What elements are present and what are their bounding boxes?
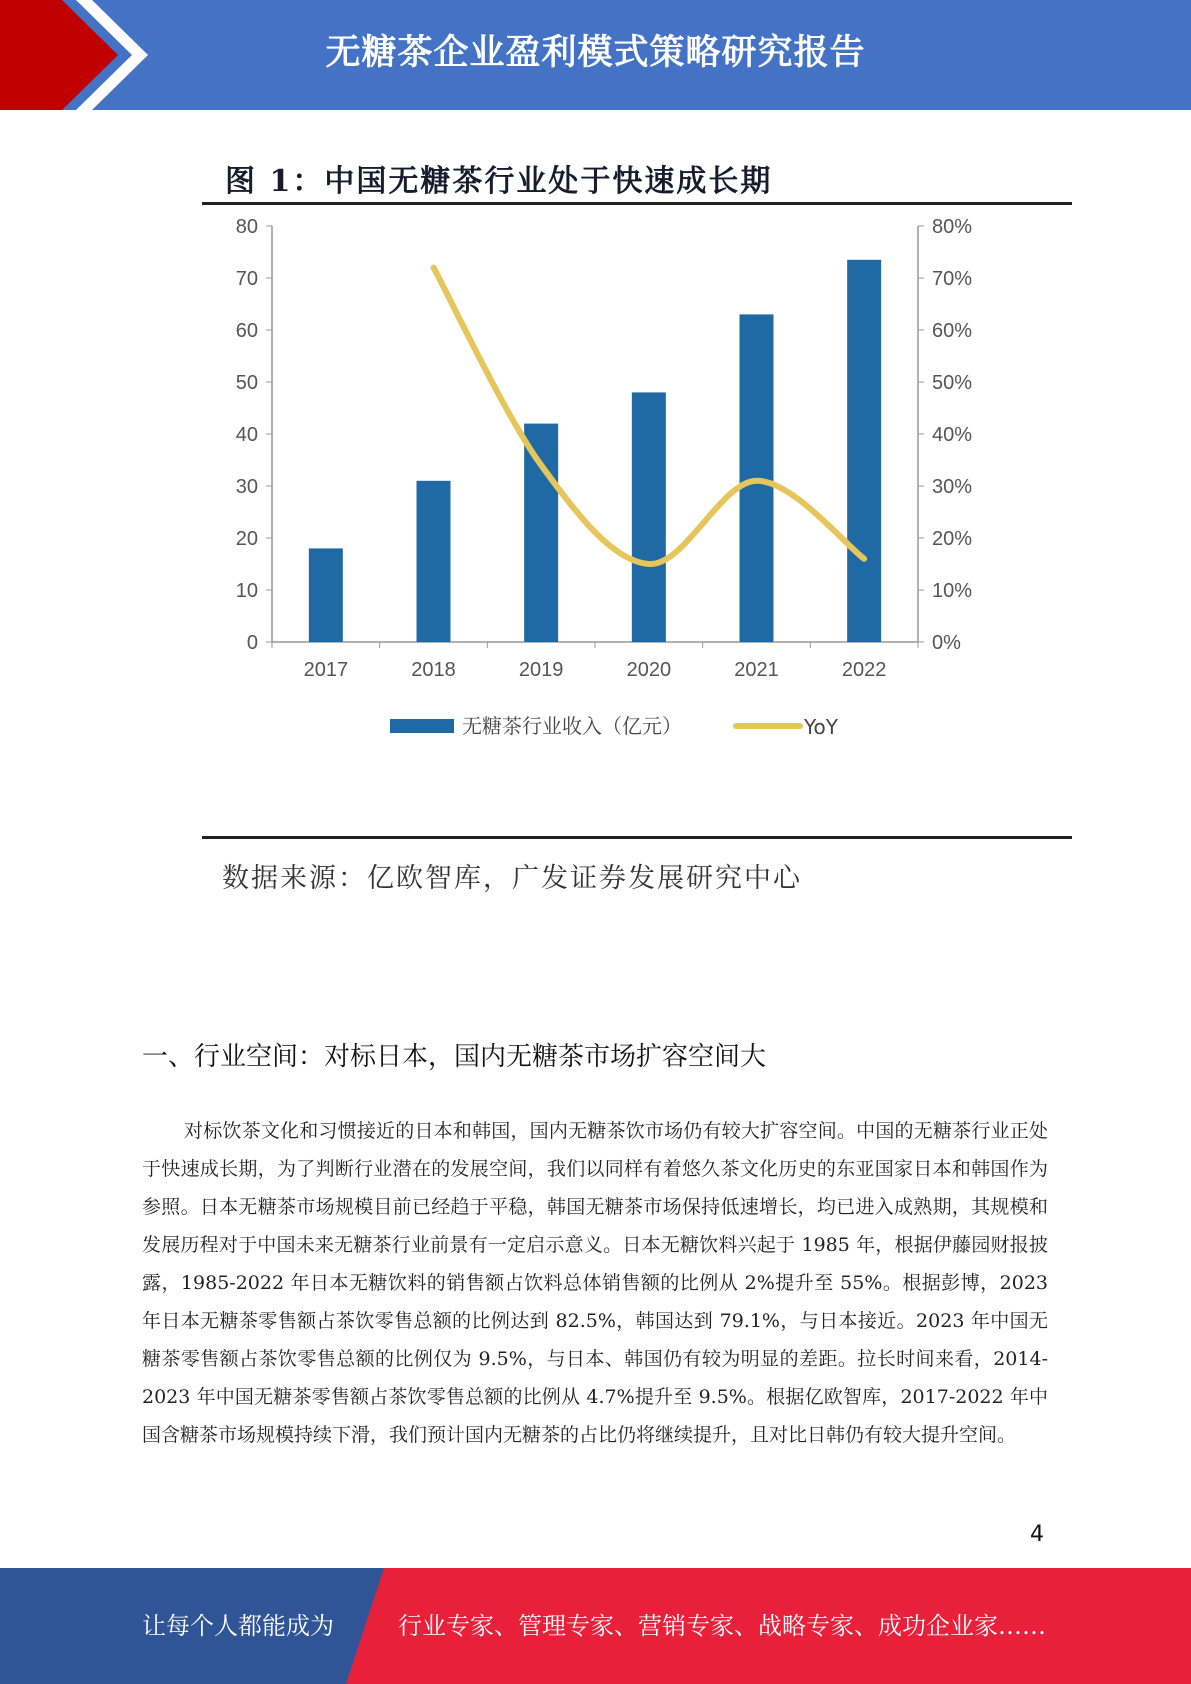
right-tick-label: 30%: [932, 476, 973, 498]
figure-top-rule: [202, 202, 1072, 205]
left-tick-label: 70: [235, 268, 258, 290]
page-footer: [0, 1568, 1191, 1684]
figure-bottom-rule: [202, 836, 1072, 839]
bar-2018: [417, 481, 451, 642]
bar-2020: [632, 392, 666, 642]
left-tick-label: 0: [246, 632, 258, 654]
revenue-yoy-chart: [190, 210, 1090, 830]
right-tick-label: 0%: [932, 632, 961, 654]
chart-bars: [309, 260, 881, 642]
right-tick-label: 40%: [932, 424, 973, 446]
chart-legend: [390, 714, 839, 739]
figure-source: 数据来源：亿欧智库，广发证券发展研究中心: [222, 863, 802, 894]
report-title: 无糖茶企业盈利模式策略研究报告: [325, 33, 866, 73]
x-tick-label: 2020: [626, 659, 672, 681]
right-tick-label: 20%: [932, 528, 973, 550]
right-tick-label: 50%: [932, 372, 973, 394]
left-tick-label: 40: [235, 424, 258, 446]
right-tick-label: 60%: [932, 320, 973, 342]
bar-2017: [309, 548, 343, 642]
legend-bar-label: 无糖茶行业收入（亿元）: [462, 714, 682, 738]
legend-line-label: YoY: [804, 715, 839, 739]
page-header: [0, 0, 1191, 110]
left-tick-label: 10: [235, 580, 258, 602]
section-heading: 一、行业空间：对标日本，国内无糖茶市场扩容空间大: [142, 1042, 767, 1072]
figure-1: [190, 150, 1090, 894]
x-tick-label: 2019: [518, 659, 564, 681]
x-tick-label: 2018: [411, 659, 456, 681]
x-tick-label: 2022: [841, 659, 887, 681]
left-tick-label: 60: [235, 320, 258, 342]
section-paragraph: 对标饮茶文化和习惯接近的日本和韩国，国内无糖茶饮市场仍有较大扩容空间。中国的无糖茶行业正处于快速成长期，为了判断行业潜在的发展空间，我们以同样有着悠久茶文化历史的东亚国家日本和韩国作为参照。日本无糖茶市场规模目前已经趋于平稳，韩国无糖茶市场保持低速增长，均已进入成熟期，其规模和发展历程对于中国未来无糖茶行业前景有一定启示意义。日本无糖饮料兴起于 1985 年，根据伊藤园财报披露，1985-2022 年日本无糖饮料的销售额占饮料总体销售额的比例从 2%提升至 55%。根据彭博，2023 年日本无糖茶零售额占茶饮零售总额的比例达到 82.5%，韩国达到 79.1%，与日本接近。2023 年中国无糖茶零售额占茶饮零售总额的比例仅为 9.5%，与日本、韩国仍有较为明显的差距。拉长时间来看，2014-2023 年中国无糖茶零售额占茶饮零售总额的比例从 4.7%提升至 9.5%。根据亿欧智库，2017-2022 年中国含糖茶市场规模持续下滑，我们预计国内无糖茶的占比仍将继续提升，且对比日韩仍有较大提升空间。: [142, 1120, 1048, 1446]
x-tick-label: 2017: [303, 659, 349, 681]
legend-bar-swatch: [390, 719, 454, 733]
figure-title: 图 1：中国无糖茶行业处于快速成长期: [225, 164, 773, 199]
page-number: 4: [1030, 1522, 1044, 1547]
bar-2019: [524, 424, 558, 642]
bar-2022: [847, 260, 881, 642]
footer-slogan-right: 行业专家、管理专家、营销专家、战略专家、成功企业家……: [398, 1612, 1046, 1640]
left-tick-label: 80: [235, 216, 258, 238]
right-tick-label: 70%: [932, 268, 973, 290]
left-tick-label: 30: [235, 476, 258, 498]
right-tick-label: 10%: [932, 580, 973, 602]
x-tick-label: 2021: [734, 659, 779, 681]
footer-slogan-left: 让每个人都能成为: [142, 1612, 334, 1640]
right-tick-label: 80%: [932, 216, 973, 238]
left-tick-label: 20: [235, 528, 258, 550]
left-tick-label: 50: [235, 372, 258, 394]
